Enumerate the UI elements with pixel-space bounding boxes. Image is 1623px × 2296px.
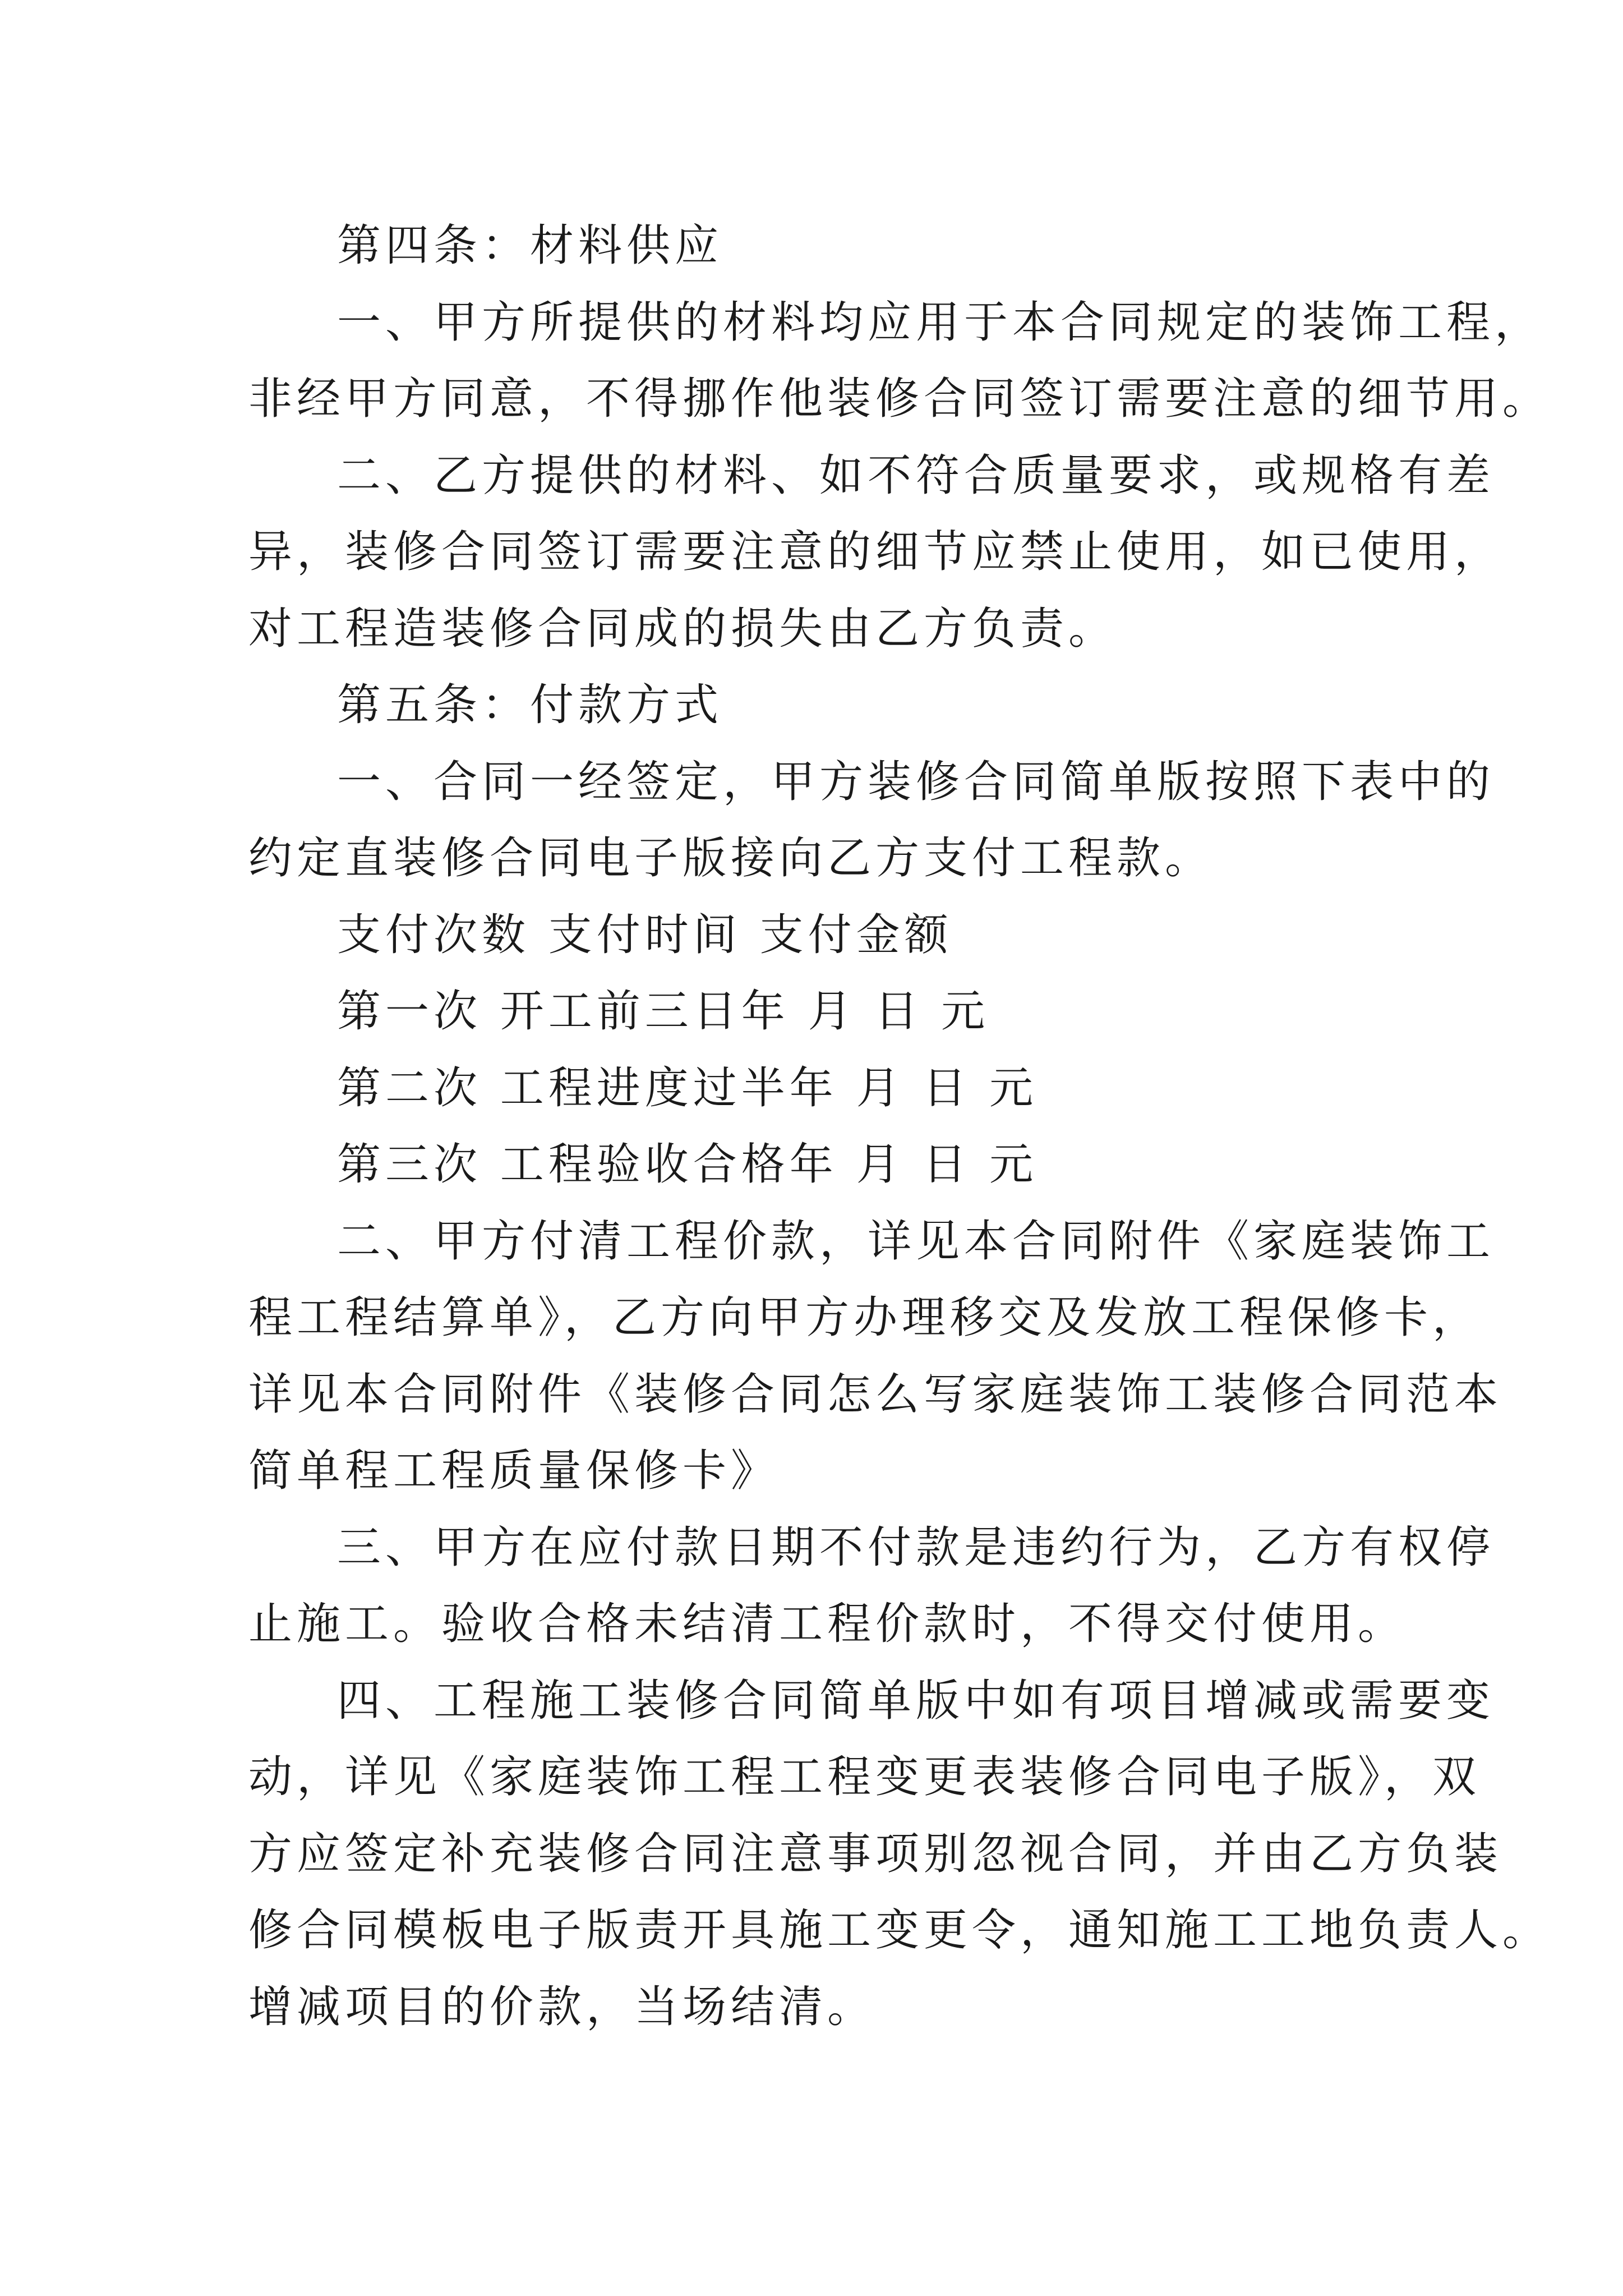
document-line: 第三次 工程验收合格年 月 日 元 [337,1139,1038,1190]
document-line: 方应签定补充装修合同注意事项别忽视合同，并由乙方负装 [248,1828,1503,1879]
document-line: 第四条：材料供应 [337,220,723,271]
document-line: 增减项目的价款，当场结清。 [248,1981,876,2032]
document-line: 异，装修合同签订需要注意的细节应禁止使用，如已使用， [248,527,1503,577]
document-line: 修合同模板电子版责开具施工变更令，通知施工工地负责人。 [248,1905,1551,1955]
document-line: 第二次 工程进度过半年 月 日 元 [337,1062,1038,1114]
document-body [248,208,1551,2045]
document-line: 程工程结算单》，乙方向甲方办理移交及发放工程保修卡， [248,1292,1481,1343]
document-line: 约定直装修合同电子版接向乙方支付工程款。 [248,833,1214,884]
document-line: 四、工程施工装修合同简单版中如有项目增减或需要变 [337,1675,1495,1726]
document-line: 二、甲方付清工程价款，详见本合同附件《家庭装饰工 [337,1216,1495,1267]
document-line: 止施工。验收合格未结清工程价款时，不得交付使用。 [248,1599,1407,1649]
document-line: 一、甲方所提供的材料均应用于本合同规定的装饰工程， [337,297,1543,348]
document-line: 二、乙方提供的材料、如不符合质量要求，或规格有差 [337,450,1495,501]
document-line: 非经甲方同意，不得挪作他装修合同签订需要注意的细节用。 [248,374,1551,424]
document-line: 第五条：付款方式 [337,680,723,730]
document-line: 动，详见《家庭装饰工程工程变更表装修合同电子版》，双 [248,1752,1481,1802]
document-line: 一、合同一经签定，甲方装修合同简单版按照下表中的 [337,756,1495,807]
document-line: 简单程工程质量保修卡》 [248,1446,780,1496]
document-line: 详见本合同附件《装修合同怎么写家庭装饰工装修合同范本 [248,1369,1503,1420]
document-line: 第一次 开工前三日年 月 日 元 [337,986,990,1037]
document-line: 三、甲方在应付款日期不付款是违约行为，乙方有权停 [337,1522,1495,1573]
document-line: 对工程造装修合同成的损失由乙方负责。 [248,603,1117,654]
document-line: 支付次数 支付时间 支付金额 [337,909,953,960]
